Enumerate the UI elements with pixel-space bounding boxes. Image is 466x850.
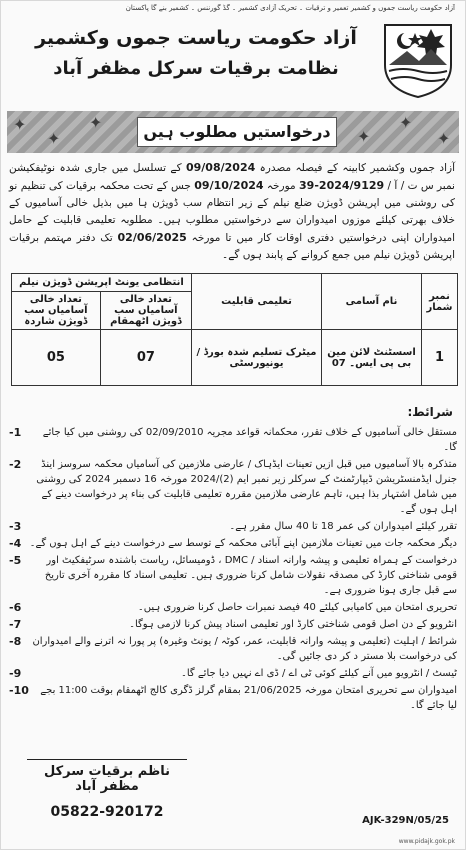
intro-text: آزاد جموں وکشمیر کابینہ کے فیصلہ مصدرہ xyxy=(259,162,455,174)
intro-paragraph xyxy=(9,159,455,264)
col-qualification: تعلیمی قابلیت xyxy=(192,274,322,330)
top-slogan-line: آزاد حکومت ریاست جموں و کشمیر تعمیر و ترقیات ۔ تحریک آزادی کشمیر ۔ گڈ گورننس ۔ کشمیر بنے گا پاکستان xyxy=(125,4,455,12)
condition-text: متذکرہ بالا آسامیوں میں قبل ازیں تعینات ایڈہاک / عارضی ملازمین کی آسامیاں محکمہ سروسز اینڈ جنرل ایڈمنسٹریشن ڈیپارٹمنٹ کے سرکلر زیر نمبر ایم (2)/2024 مورخہ 16 دسمبر 2024 کی روشنی میں شامل اشتہار بذا ہیں، تاہم عارضی ملازمین مقررہ تعلیمی قابلیت کی بناء پر درخواست دینے کے اہل ہوں گے۔ xyxy=(36,459,457,515)
condition-number: -3 xyxy=(9,520,22,533)
condition-text: مستقل خالی آسامیوں کے خلاف تقرر، محکمانہ قواعد مجریہ 02/09/2010 کی روشنی میں کیا جائے گا۔ xyxy=(42,427,457,453)
list-item xyxy=(9,683,457,713)
list-item xyxy=(9,553,457,598)
condition-text: درخواست کے ہمراہ تعلیمی و پیشہ وارانہ اسناد / DMC ، ڈومیسائل، ریاست باشندہ سرٹیفکیٹ اور قومی شناختی کارڈ کی مصدقہ نقولات شامل کرنا ضروری ہیں۔ تعلیمی اسناد کا مقررہ آخری تاریخ سے قبل جاری ہونا ضروری ہے۔ xyxy=(44,555,457,596)
signature-block xyxy=(27,759,187,820)
intro-text: مورخہ xyxy=(266,180,296,192)
condition-number: -7 xyxy=(9,618,22,631)
condition-number: -1 xyxy=(9,426,22,439)
intro-text: جس کے تحت محکمہ برقیات کی تنظیم نو کی روشنی میں اپریشن ڈویژن ضلع نیلم کے زیر انتظام سب ڈویژن ہا میں بذیل خالی آسامیوں کے خلاف بھرتی کیلئے موزوں امیدواران سے درخواستیں مطلوب ہیں۔ مطلوبہ تعلیمی قابلیت کے حامل امیدواران اپنی درخواستیں دفتری اوقات کار میں تا مورخہ xyxy=(9,180,456,244)
intro-text: کے تسلسل میں جاری شدہ نوٹیفکیشن نمبر س ت / آ / xyxy=(9,162,455,192)
condition-text: شرائط / اہلیت (تعلیمی و پیشہ وارانہ قابلیت، عمر، کوٹہ / یونٹ وغیرہ) پر پورا نہ اترنے والے امیدواران کی درخواست بلا مستر د کر دی جائیں گی۔ xyxy=(32,636,457,662)
col-vacancies-sharda: تعداد خالی آسامیاں سب ڈویژن شاردہ xyxy=(12,292,101,330)
condition-text: ٹیسٹ / انٹرویو میں آنے کیلئے کوئی ٹی اے / ڈی اے نہیں دیا جائے گا۔ xyxy=(180,668,457,679)
notification-date: 09/10/2024 xyxy=(194,179,264,192)
list-item xyxy=(9,666,457,681)
phone-number: 05822-920172 xyxy=(50,804,164,820)
cabinet-decision-date: 09/08/2024 xyxy=(185,161,256,174)
condition-text: امیدواران سے تحریری امتحان مورخہ 21/06/2025 بمقام گرلز ڈگری کالج اٹھمقام بوقت 11:00 بجے لیا جائے گا۔ xyxy=(40,685,457,711)
condition-number: -2 xyxy=(9,458,22,471)
condition-text: انٹرویو کے دن اصل قومی شناختی کارڈ اور تعلیمی اسناد پیش کرنا لازمی ہوگا۔ xyxy=(129,619,457,630)
table-row xyxy=(12,330,458,386)
col-admin-unit: انتظامی یونٹ اپریشن ڈویژن نیلم xyxy=(12,274,192,292)
condition-number: -10 xyxy=(9,684,29,697)
maple-leaf-icon: ✦ xyxy=(13,115,27,134)
list-item xyxy=(9,617,457,632)
col-vacancies-athmuqam: تعداد خالی آسامیاں سب ڈویژن اٹھمقام xyxy=(100,292,191,330)
conditions-heading: شرائط: xyxy=(407,405,453,419)
title-banner xyxy=(7,111,459,153)
condition-number: -9 xyxy=(9,667,22,680)
list-item xyxy=(9,425,457,455)
col-serial: نمبر شمار xyxy=(422,274,458,330)
condition-text: تقرر کیلئے امیدواران کی عمر 18 تا 40 سال مقرر ہے۔ xyxy=(229,521,457,532)
posts-table xyxy=(11,273,458,386)
post-cell: اسسٹنٹ لائن مین بی پی ایس۔ 07 xyxy=(322,330,422,386)
ajk-emblem-icon xyxy=(379,19,457,99)
notification-number: 2024/9129-39 xyxy=(299,179,385,192)
maple-leaf-icon: ✦ xyxy=(357,127,371,146)
condition-number: -5 xyxy=(9,554,22,567)
condition-text: دیگر محکمہ جات میں تعینات ملازمین اپنے آبائی محکمہ کے توسط سے درخواست دینے کے اہل ہوں گے۔ xyxy=(29,538,457,549)
maple-leaf-icon: ✦ xyxy=(47,129,61,148)
signatory-title: ناظم برقیات سرکل مظفر آباد xyxy=(43,764,171,794)
list-item xyxy=(9,519,457,534)
maple-leaf-icon: ✦ xyxy=(437,129,451,148)
list-item xyxy=(9,600,457,615)
website-link[interactable]: www.pidajk.gok.pk xyxy=(398,838,455,845)
conditions-list xyxy=(9,425,457,715)
applications-required-title: درخواستیں مطلوب ہیں xyxy=(137,117,337,147)
reference-number: AJK-329N/05/25 xyxy=(362,815,449,826)
maple-leaf-icon: ✦ xyxy=(399,113,413,132)
condition-number: -6 xyxy=(9,601,22,614)
list-item xyxy=(9,536,457,551)
list-item xyxy=(9,634,457,664)
condition-text: تحریری امتحان میں کامیابی کیلئے 40 فیصد نمبرات حاصل کرنا ضروری ہیں۔ xyxy=(137,602,457,613)
last-date: 02/06/2025 xyxy=(117,231,187,244)
vacancies-sharda-cell: 05 xyxy=(12,330,101,386)
vacancies-athmuqam-cell: 07 xyxy=(100,330,191,386)
condition-number: -4 xyxy=(9,537,22,550)
department-header: نظامت برقیات سرکل مظفر آباد xyxy=(53,58,339,79)
serial-cell: 1 xyxy=(422,330,458,386)
maple-leaf-icon: ✦ xyxy=(89,113,103,132)
list-item xyxy=(9,457,457,517)
qualification-cell: میٹرک تسلیم شدہ بورڈ / یونیورسٹی xyxy=(192,330,322,386)
col-post: نام آسامی xyxy=(322,274,422,330)
intro-text: تک دفتر مہتمم برقیات اپریشن ڈویژن نیلم میں جمع کروانے کے پابند ہوں گے۔ xyxy=(9,232,455,261)
government-header: آزاد حکومت ریاست جموں وکشمیر xyxy=(35,27,357,49)
condition-number: -8 xyxy=(9,635,22,648)
